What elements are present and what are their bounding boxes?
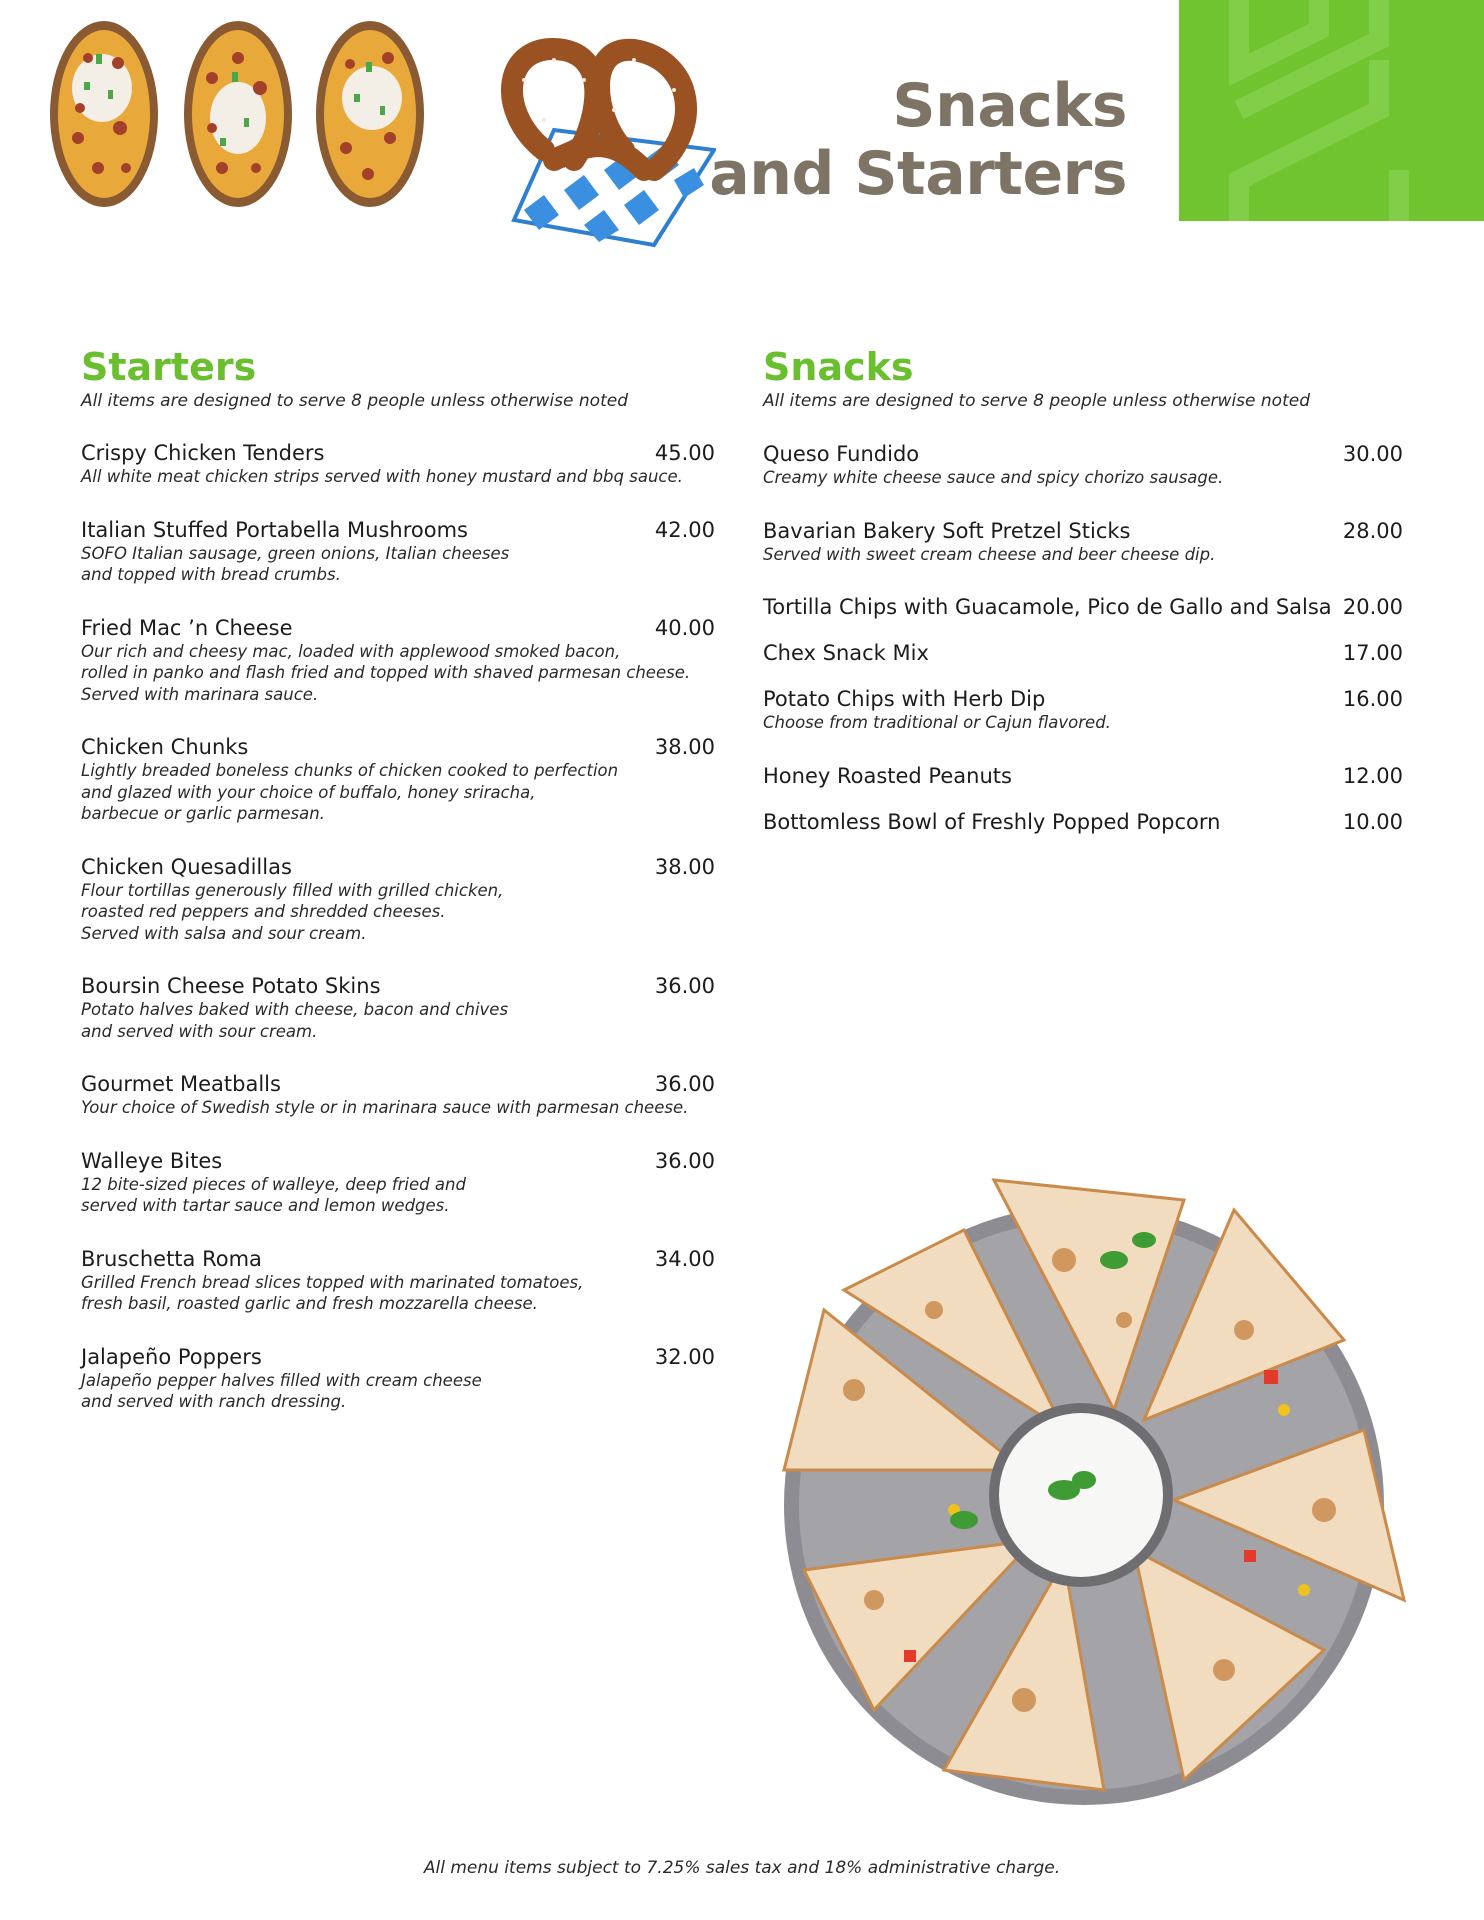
menu-item bbox=[763, 686, 1403, 734]
item-name: Bavarian Bakery Soft Pretzel Sticks bbox=[763, 518, 1131, 543]
potato-skin-icon bbox=[314, 18, 426, 210]
item-name: Boursin Cheese Potato Skins bbox=[81, 974, 381, 998]
item-price: 36.00 bbox=[654, 1148, 715, 1173]
item-price: 32.00 bbox=[654, 1344, 715, 1369]
menu-item bbox=[763, 594, 1403, 620]
item-price: 17.00 bbox=[1342, 641, 1403, 665]
item-description: Served with sweet cream cheese and beer cheese dip. bbox=[763, 544, 1216, 564]
item-description: All white meat chicken strips served with honey mustard and bbq sauce. bbox=[81, 467, 683, 486]
menu-item bbox=[763, 809, 1403, 835]
pretzel-icon bbox=[484, 20, 716, 265]
item-name: Fried Mac ’n Cheese bbox=[81, 615, 293, 640]
menu-item bbox=[763, 640, 1403, 666]
item-price: 45.00 bbox=[654, 441, 715, 465]
chevron-pattern-icon bbox=[1179, 0, 1484, 221]
item-description: Your choice of Swedish style or in marinara sauce with parmesan cheese. bbox=[81, 1098, 689, 1117]
item-name: Chicken Chunks bbox=[81, 735, 249, 759]
title-line-2: and Starters bbox=[709, 139, 1127, 209]
item-description: Choose from traditional or Cajun flavored. bbox=[763, 713, 1111, 732]
item-description: Lightly breaded boneless chunks of chicken cooked to perfection and glazed with your choice of buffalo, honey sriracha, barbecue or garlic parmesan. bbox=[81, 761, 619, 823]
menu-item bbox=[81, 1148, 721, 1217]
item-name: Honey Roasted Peanuts bbox=[763, 763, 1012, 788]
item-description: SOFO Italian sausage, green onions, Italian cheeses and topped with bread crumbs. bbox=[81, 543, 510, 584]
item-price: 36.00 bbox=[654, 1072, 715, 1096]
accent-block bbox=[1179, 0, 1484, 221]
starters-note: All items are designed to serve 8 people unless otherwise noted bbox=[81, 391, 628, 411]
item-name: Chicken Quesadillas bbox=[81, 854, 292, 879]
item-name: Chex Snack Mix bbox=[763, 641, 929, 665]
starters-heading: Starters bbox=[81, 345, 257, 389]
menu-item bbox=[81, 734, 721, 825]
snacks-note: All items are designed to serve 8 people unless otherwise noted bbox=[763, 391, 1310, 411]
item-description: Creamy white cheese sauce and spicy chorizo sausage. bbox=[763, 468, 1224, 487]
menu-item bbox=[81, 1246, 721, 1315]
menu-item bbox=[81, 517, 721, 586]
item-name: Crispy Chicken Tenders bbox=[81, 441, 325, 465]
item-price: 36.00 bbox=[654, 974, 715, 998]
item-price: 28.00 bbox=[1342, 518, 1403, 543]
item-name: Bottomless Bowl of Freshly Popped Popcorn bbox=[763, 809, 1221, 834]
item-price: 12.00 bbox=[1342, 763, 1403, 788]
item-name: Potato Chips with Herb Dip bbox=[763, 687, 1046, 711]
starters-section bbox=[81, 346, 721, 1413]
item-description: Grilled French bread slices topped with marinated tomatoes, fresh basil, roasted garlic and fresh mozzarella cheese. bbox=[81, 1272, 584, 1313]
item-price: 40.00 bbox=[654, 615, 715, 640]
item-price: 30.00 bbox=[1342, 442, 1403, 466]
item-name: Tortilla Chips with Guacamole, Pico de Gallo and Salsa bbox=[763, 595, 1332, 619]
menu-item bbox=[763, 518, 1403, 566]
item-name: Walleye Bites bbox=[81, 1148, 223, 1173]
item-description: Jalapeño pepper halves filled with cream cheese and served with ranch dressing. bbox=[81, 1370, 482, 1411]
item-name: Bruschetta Roma bbox=[81, 1246, 262, 1271]
snacks-section bbox=[763, 346, 1403, 835]
item-description: 12 bite-sized pieces of walleye, deep fried and served with tartar sauce and lemon wedges. bbox=[81, 1174, 466, 1215]
potato-skin-icon bbox=[182, 18, 294, 210]
menu-item bbox=[763, 441, 1403, 489]
title-line-1: Snacks bbox=[892, 71, 1127, 141]
item-name: Jalapeño Poppers bbox=[81, 1344, 262, 1369]
menu-item bbox=[81, 1071, 721, 1119]
item-name: Queso Fundido bbox=[763, 442, 920, 466]
page-title bbox=[709, 72, 1127, 208]
item-price: 38.00 bbox=[654, 735, 715, 759]
footer-note: All menu items subject to 7.25% sales tax and 18% administrative charge. bbox=[423, 1858, 1061, 1878]
item-name: Gourmet Meatballs bbox=[81, 1072, 281, 1096]
item-description: Our rich and cheesy mac, loaded with applewood smoked bacon, rolled in panko and flash fried and topped with shaved parmesan cheese. Served with marinara sauce. bbox=[81, 641, 691, 704]
menu-item bbox=[81, 973, 721, 1042]
item-description: Flour tortillas generously filled with grilled chicken, roasted red peppers and shredded cheeses. Served with salsa and sour cream. bbox=[81, 880, 504, 943]
item-price: 16.00 bbox=[1342, 687, 1403, 711]
menu-item bbox=[81, 854, 721, 945]
snacks-heading: Snacks bbox=[763, 345, 914, 389]
item-price: 38.00 bbox=[654, 854, 715, 879]
menu-item bbox=[763, 763, 1403, 789]
item-description: Potato halves baked with cheese, bacon and chives and served with sour cream. bbox=[81, 1000, 509, 1041]
menu-item bbox=[81, 1344, 721, 1413]
menu-item bbox=[81, 615, 721, 706]
menu-item bbox=[81, 440, 721, 488]
item-price: 20.00 bbox=[1342, 595, 1403, 619]
item-name: Italian Stuffed Portabella Mushrooms bbox=[81, 517, 468, 542]
potato-skin-icon bbox=[48, 18, 160, 210]
item-price: 10.00 bbox=[1342, 809, 1403, 834]
item-price: 34.00 bbox=[654, 1246, 715, 1271]
item-price: 42.00 bbox=[654, 517, 715, 542]
quesadilla-plate-icon bbox=[764, 1170, 1424, 1820]
